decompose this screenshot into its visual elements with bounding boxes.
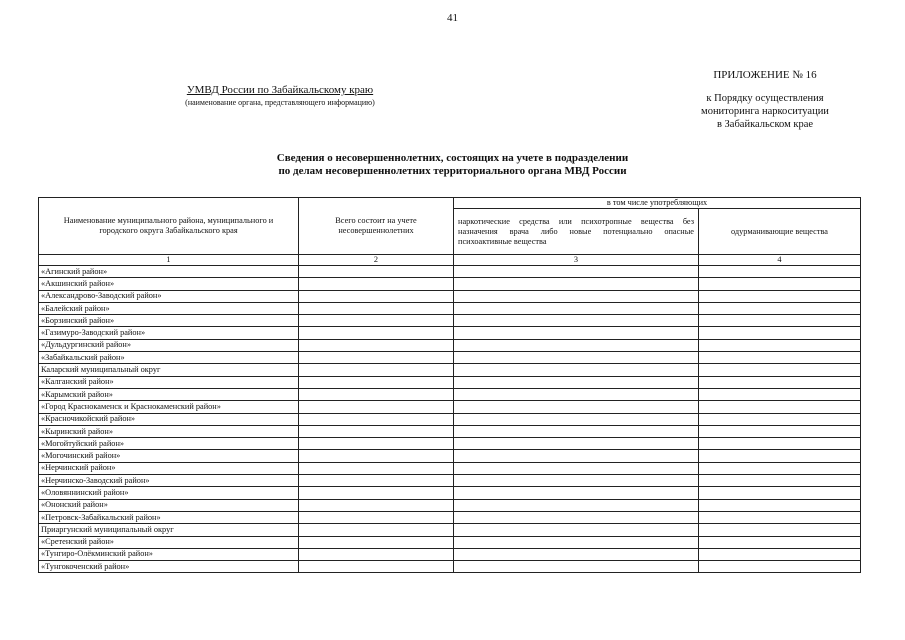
narcotics-cell[interactable] — [454, 278, 699, 290]
table-row — [39, 462, 861, 474]
narcotics-cell[interactable] — [454, 388, 699, 400]
municipality-name-cell: «Акшинский район» — [39, 278, 299, 290]
municipality-name-cell: «Дульдургинский район» — [39, 339, 299, 351]
document-title: Сведения о несовершеннолетних, состоящих на учете в подразделении по делам несовершеннолетних территориального органа МВД России — [276, 152, 629, 177]
inhalants-cell[interactable] — [699, 376, 861, 388]
municipality-name-cell: «Балейский район» — [39, 302, 299, 314]
total-cell[interactable] — [299, 278, 454, 290]
total-cell[interactable] — [299, 339, 454, 351]
inhalants-cell[interactable] — [699, 475, 861, 487]
inhalants-cell[interactable] — [699, 290, 861, 302]
total-cell[interactable] — [299, 450, 454, 462]
header-row-1 — [39, 198, 861, 209]
total-cell[interactable] — [299, 364, 454, 376]
narcotics-cell[interactable] — [454, 401, 699, 413]
inhalants-cell[interactable] — [699, 487, 861, 499]
total-cell[interactable] — [299, 290, 454, 302]
appendix-block — [665, 69, 865, 131]
inhalants-cell[interactable] — [699, 278, 861, 290]
municipality-name-cell: «Тунгиро-Олёкминский район» — [39, 548, 299, 560]
inhalants-cell[interactable] — [699, 561, 861, 573]
table-row — [39, 388, 861, 400]
table-row — [39, 425, 861, 437]
table-row — [39, 327, 861, 339]
header-municipality: Наименование муниципального района, муниципального и городского округа Забайкальского края — [39, 198, 299, 255]
narcotics-cell[interactable] — [454, 376, 699, 388]
column-number: 4 — [699, 255, 861, 266]
table-row — [39, 499, 861, 511]
table-body — [39, 266, 861, 573]
inhalants-cell[interactable] — [699, 499, 861, 511]
inhalants-cell[interactable] — [699, 548, 861, 560]
inhalants-cell[interactable] — [699, 462, 861, 474]
narcotics-cell[interactable] — [454, 524, 699, 536]
table-row — [39, 290, 861, 302]
municipality-name-cell: «Кыринский район» — [39, 425, 299, 437]
narcotics-cell[interactable] — [454, 352, 699, 364]
table-row — [39, 352, 861, 364]
total-cell[interactable] — [299, 315, 454, 327]
narcotics-cell[interactable] — [454, 561, 699, 573]
municipality-name-cell: «Агинский район» — [39, 266, 299, 278]
municipality-name-cell: «Красночикойский район» — [39, 413, 299, 425]
inhalants-cell[interactable] — [699, 388, 861, 400]
municipality-name-cell: «Ононский район» — [39, 499, 299, 511]
narcotics-cell[interactable] — [454, 339, 699, 351]
narcotics-cell[interactable] — [454, 327, 699, 339]
organization-name: УМВД России по Забайкальскому краю — [186, 84, 374, 96]
narcotics-cell[interactable] — [454, 536, 699, 548]
total-cell[interactable] — [299, 462, 454, 474]
header-inhalants: одурманивающие вещества — [699, 209, 861, 255]
narcotics-cell[interactable] — [454, 487, 699, 499]
total-cell[interactable] — [299, 376, 454, 388]
inhalants-cell[interactable] — [699, 339, 861, 351]
table-row — [39, 401, 861, 413]
table-row — [39, 339, 861, 351]
table-row — [39, 536, 861, 548]
table-row — [39, 561, 861, 573]
total-cell[interactable] — [299, 487, 454, 499]
inhalants-cell[interactable] — [699, 401, 861, 413]
total-cell[interactable] — [299, 413, 454, 425]
narcotics-cell[interactable] — [454, 438, 699, 450]
narcotics-cell[interactable] — [454, 290, 699, 302]
municipality-name-cell: «Александрово-Заводский район» — [39, 290, 299, 302]
column-number: 1 — [39, 255, 299, 266]
total-cell[interactable] — [299, 388, 454, 400]
organization-caption: (наименование органа, представляющего информацию) — [185, 98, 375, 107]
total-cell[interactable] — [299, 438, 454, 450]
municipality-name-cell: «Могойтуйский район» — [39, 438, 299, 450]
table-row — [39, 376, 861, 388]
total-cell[interactable] — [299, 561, 454, 573]
header-total: Всего состоит на учете несовершеннолетних — [299, 198, 454, 255]
total-cell[interactable] — [299, 524, 454, 536]
table-row — [39, 266, 861, 278]
inhalants-cell[interactable] — [699, 536, 861, 548]
table-row — [39, 315, 861, 327]
narcotics-cell[interactable] — [454, 475, 699, 487]
total-cell[interactable] — [299, 511, 454, 523]
municipality-name-cell: «Газимуро-Заводский район» — [39, 327, 299, 339]
column-number: 3 — [454, 255, 699, 266]
table-row — [39, 487, 861, 499]
total-cell[interactable] — [299, 475, 454, 487]
municipality-name-cell: «Могочинский район» — [39, 450, 299, 462]
table-row — [39, 475, 861, 487]
table-row — [39, 364, 861, 376]
inhalants-cell[interactable] — [699, 413, 861, 425]
inhalants-cell[interactable] — [699, 524, 861, 536]
inhalants-cell[interactable] — [699, 302, 861, 314]
total-cell[interactable] — [299, 352, 454, 364]
narcotics-cell[interactable] — [454, 499, 699, 511]
column-number: 2 — [299, 255, 454, 266]
total-cell[interactable] — [299, 327, 454, 339]
inhalants-cell[interactable] — [699, 315, 861, 327]
inhalants-cell[interactable] — [699, 450, 861, 462]
narcotics-cell[interactable] — [454, 425, 699, 437]
municipality-name-cell: Приаргунский муниципальный округ — [39, 524, 299, 536]
column-number-row — [39, 255, 861, 266]
municipality-name-cell: «Нерчинский район» — [39, 462, 299, 474]
municipality-name-cell: «Оловяннинский район» — [39, 487, 299, 499]
total-cell[interactable] — [299, 401, 454, 413]
header-narcotics: наркотические средства или психотропные вещества без назначения врача либо новые потенциально опасные психоактивные вещества — [454, 209, 699, 255]
appendix-title: ПРИЛОЖЕНИЕ № 16 — [713, 69, 817, 81]
table-row — [39, 450, 861, 462]
municipality-name-cell: «Петровск-Забайкальский район» — [39, 511, 299, 523]
inhalants-cell[interactable] — [699, 327, 861, 339]
total-cell[interactable] — [299, 302, 454, 314]
narcotics-cell[interactable] — [454, 511, 699, 523]
narcotics-cell[interactable] — [454, 266, 699, 278]
total-cell[interactable] — [299, 425, 454, 437]
municipality-name-cell: «Нерчинско-Заводский район» — [39, 475, 299, 487]
total-cell[interactable] — [299, 499, 454, 511]
page-number: 41 — [447, 12, 458, 24]
narcotics-cell[interactable] — [454, 315, 699, 327]
table-row — [39, 548, 861, 560]
total-cell[interactable] — [299, 548, 454, 560]
municipality-name-cell: Каларский муниципальный округ — [39, 364, 299, 376]
inhalants-cell[interactable] — [699, 425, 861, 437]
inhalants-cell[interactable] — [699, 511, 861, 523]
narcotics-cell[interactable] — [454, 450, 699, 462]
organization-block — [150, 84, 410, 108]
total-cell[interactable] — [299, 266, 454, 278]
table-row — [39, 438, 861, 450]
total-cell[interactable] — [299, 536, 454, 548]
inhalants-cell[interactable] — [699, 364, 861, 376]
table-row — [39, 511, 861, 523]
municipality-name-cell: «Город Краснокаменск и Краснокаменский район» — [39, 401, 299, 413]
narcotics-cell[interactable] — [454, 548, 699, 560]
table-row — [39, 524, 861, 536]
data-table — [38, 197, 861, 573]
municipality-name-cell: «Борзинский район» — [39, 315, 299, 327]
municipality-name-cell: «Сретенский район» — [39, 536, 299, 548]
inhalants-cell[interactable] — [699, 266, 861, 278]
municipality-name-cell: «Карымский район» — [39, 388, 299, 400]
municipality-name-cell: «Калганский район» — [39, 376, 299, 388]
narcotics-cell[interactable] — [454, 413, 699, 425]
municipality-name-cell: «Забайкальский район» — [39, 352, 299, 364]
table-row — [39, 278, 861, 290]
table-row — [39, 302, 861, 314]
appendix-text: к Порядку осуществления мониторинга наркоситуации в Забайкальском крае — [701, 93, 829, 130]
inhalants-cell[interactable] — [699, 438, 861, 450]
table-row — [39, 413, 861, 425]
header-group-using: в том числе употребляющих — [454, 198, 861, 209]
narcotics-cell[interactable] — [454, 462, 699, 474]
municipality-name-cell: «Тунгокоченский район» — [39, 561, 299, 573]
narcotics-cell[interactable] — [454, 364, 699, 376]
narcotics-cell[interactable] — [454, 302, 699, 314]
inhalants-cell[interactable] — [699, 352, 861, 364]
